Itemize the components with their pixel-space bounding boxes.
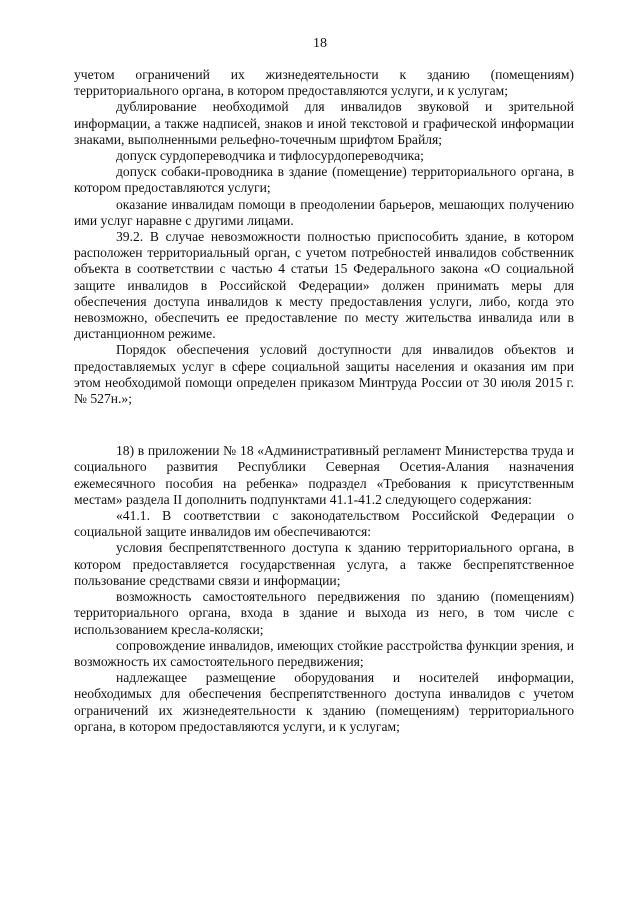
page-number: 18: [313, 36, 327, 51]
paragraph: надлежащее размещение оборудования и носителей информации, необходимых для обеспечения беспрепятственного доступа инвалидов с учетом ограничений их жизнедеятельности к зданию (помещениям) территориального органа, в котором предоставляются услуги, и к услугам;: [74, 670, 574, 734]
paragraph: Порядок обеспечения условий доступности для инвалидов объектов и предоставляемых услуг в сфере социальной защиты населения и оказания им при этом необходимой помощи определен приказом Минтруда России от 30 июля 2015 г. № 527н.»;: [74, 342, 574, 407]
paragraph: условия беспрепятственного доступа к зданию территориального органа, в котором предоставляется государственная услуга, а также беспрепятственное пользование средствами связи и информации;: [74, 540, 574, 588]
document-body: [74, 67, 574, 735]
paragraph: допуск сурдопереводчика и тифлосурдопереводчика;: [116, 148, 424, 164]
paragraph: 18) в приложении № 18 «Административный регламент Министерства труда и социального развития Республики Северная Осетия-Алания назначения ежемесячного пособия на ребенка» подраздел «Требования к присутственным местам» раздела II дополнить подпунктами 41.1-41.2 следующего содержания:: [74, 443, 574, 507]
section-gap: [74, 407, 574, 443]
paragraph: сопровождение инвалидов, имеющих стойкие расстройства функции зрения, и возможность их самостоятельного передвижения;: [74, 637, 574, 669]
paragraph: 39.2. В случае невозможности полностью приспособить здание, в котором расположен территориальный орган, с учетом потребностей инвалидов собственник объекта в соответствии с частью 4 статьи 15 Федерального закона «О социальной защите инвалидов в Российской Федерации» должен принимать меры для обеспечения доступа инвалидов к месту предоставления услуги, либо, когда это невозможно, обеспечить ее предоставление по месту жительства инвалида или в дистанционном режиме.: [74, 229, 574, 342]
paragraph: допуск собаки-проводника в здание (помещение) территориального органа, в котором предоставляются услуги;: [74, 164, 574, 196]
paragraph: «41.1. В соответствии с законодательством Российской Федерации о социальной защите инвалидов им обеспечиваются:: [74, 508, 574, 540]
paragraph: возможность самостоятельного передвижения по зданию (помещениям) территориального органа, входа в здание и выхода из него, в том числе с использованием кресла-коляски;: [74, 589, 574, 637]
paragraph: учетом ограничений их жизнедеятельности к зданию (помещениям) территориального органа, в котором предоставляются услуги, и к услугам;: [74, 67, 574, 99]
paragraph: оказание инвалидам помощи в преодолении барьеров, мешающих получению ими услуг наравне с другими лицами.: [74, 196, 574, 228]
paragraph: дублирование необходимой для инвалидов звуковой и зрительной информации, а также надписей, знаков и иной текстовой и графической информации знаками, выполненными рельефно-точечным шрифтом Брайля;: [74, 99, 574, 147]
